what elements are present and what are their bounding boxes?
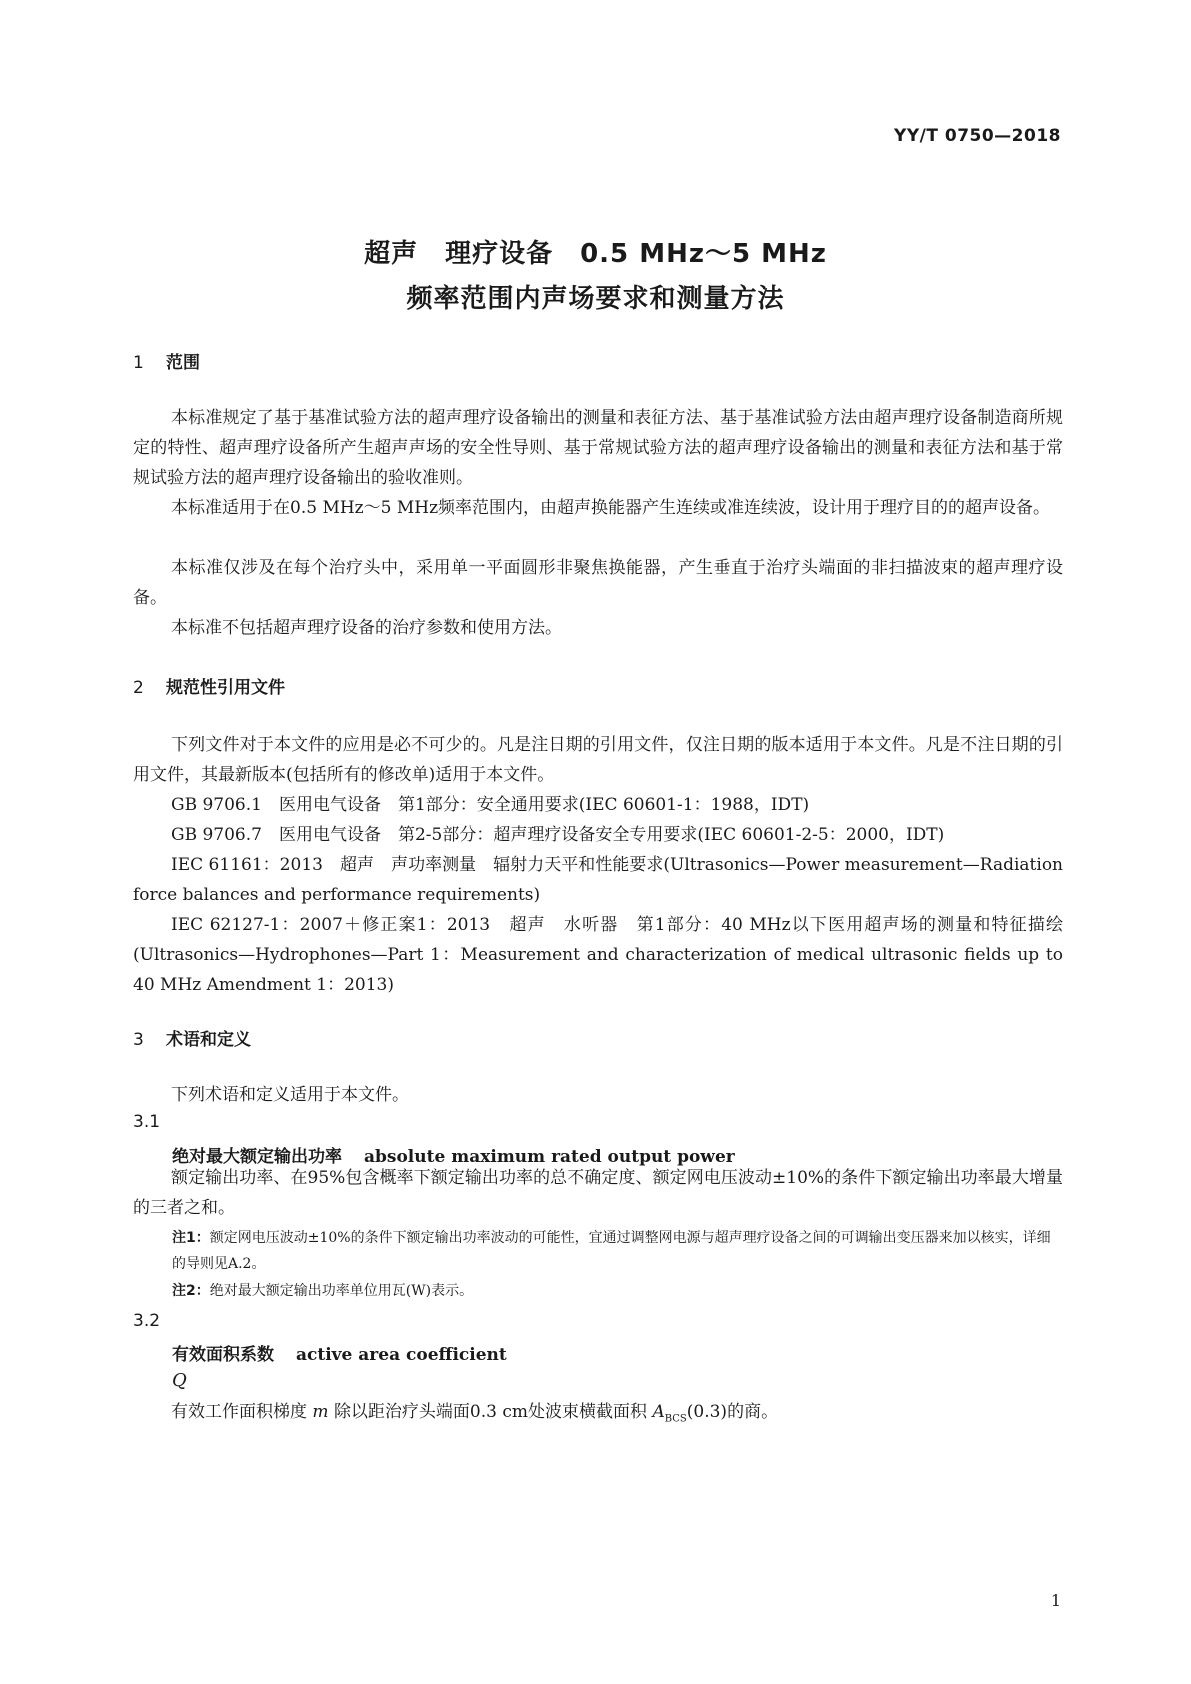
section-heading-terms xyxy=(133,1025,251,1050)
term-english: active area coefficient xyxy=(296,1345,507,1365)
scope-paragraph-2: 本标准适用于在0.5 MHz～5 MHz频率范围内，由超声换能器产生连续或准连续波，设计用于理疗目的的超声设备。 xyxy=(171,498,1051,518)
variable-a: A xyxy=(652,1402,665,1422)
section-heading-normative-references xyxy=(133,673,285,698)
reference-item: GB 9706.1 医用电气设备 第1部分：安全通用要求(IEC 60601-1：1988，IDT) xyxy=(171,795,810,815)
section-title: 规范性引用文件 xyxy=(166,678,285,698)
note-text: 额定网电压波动±10%的条件下额定输出功率波动的可能性，宜通过调整网电源与超声理疗设备之间的可调输出变压器来加以核实，详细的导则见A.2。 xyxy=(172,1230,1051,1272)
terms-intro: 下列术语和定义适用于本文件。 xyxy=(171,1085,409,1105)
scope-paragraph-4: 本标准不包括超声理疗设备的治疗参数和使用方法。 xyxy=(171,618,562,638)
reference-item: GB 9706.7 医用电气设备 第2-5部分：超声理疗设备安全专用要求(IEC 60601-2-5：2000，IDT) xyxy=(171,825,945,845)
document-title-line-2: 频率范围内声场要求和测量方法 xyxy=(406,284,785,314)
scope-paragraph-3: 本标准仅涉及在每个治疗头中，采用单一平面圆形非聚焦换能器，产生垂直于治疗头端面的非扫描波束的超声理疗设备。 xyxy=(133,558,1063,608)
section-heading-scope xyxy=(133,348,200,373)
reference-item: IEC 62127-1：2007＋修正案1：2013 超声 水听器 第1部分：40 MHz以下医用超声场的测量和特征描绘(Ultrasonics—Hydrophones—Part 1：Measurement and characterization of medical ultrasonic fields up to 40 MHz Amendment 1：2013) xyxy=(133,915,1063,995)
term-symbol: Q xyxy=(172,1370,187,1391)
section-title: 术语和定义 xyxy=(166,1030,251,1050)
page-number: 1 xyxy=(1050,1591,1061,1610)
note-label: 注1： xyxy=(172,1230,210,1246)
variable-subscript: BCS xyxy=(664,1413,687,1425)
normative-intro: 下列文件对于本文件的应用是必不可少的。凡是注日期的引用文件，仅注日期的版本适用于本文件。凡是不注日期的引用文件，其最新版本(包括所有的修改单)适用于本文件。 xyxy=(133,735,1063,785)
scope-paragraph-1: 本标准规定了基于基准试验方法的超声理疗设备输出的测量和表征方法、基于基准试验方法由超声理疗设备制造商所规定的特性、超声理疗设备所产生超声声场的安全性导则、基于常规试验方法的超声理疗设备输出的测量和表征方法和基于常规试验方法的超声理疗设备输出的验收准则。 xyxy=(133,408,1063,488)
standard-number: YY/T 0750—2018 xyxy=(894,126,1061,146)
section-title: 范围 xyxy=(166,353,200,373)
term-note-1 xyxy=(172,1225,1062,1277)
section-number: 3 xyxy=(133,1030,144,1050)
variable-m: m xyxy=(312,1402,329,1422)
definition-part: 除以距治疗头端面0.3 cm处波束横截面积 xyxy=(333,1402,648,1422)
note-label: 注2： xyxy=(172,1283,210,1299)
term-definition xyxy=(133,1397,1063,1434)
section-number: 2 xyxy=(133,678,144,698)
term-chinese: 绝对最大额定输出功率 xyxy=(172,1147,342,1167)
note-text: 绝对最大额定输出功率单位用瓦(W)表示。 xyxy=(209,1283,474,1299)
term-note-2 xyxy=(172,1278,1062,1304)
definition-part: (0.3)的商。 xyxy=(686,1402,779,1422)
term-heading xyxy=(172,1340,507,1365)
document-title-line-1: 超声 理疗设备 0.5 MHz～5 MHz xyxy=(364,239,827,269)
term-definition: 额定输出功率、在95%包含概率下额定输出功率的总不确定度、额定网电压波动±10%的条件下额定输出功率最大增量的三者之和。 xyxy=(133,1168,1063,1218)
reference-item: IEC 61161：2013 超声 声功率测量 辐射力天平和性能要求(Ultrasonics—Power measurement—Radiation force balances and performance requirements) xyxy=(133,855,1063,905)
term-chinese: 有效面积系数 xyxy=(172,1345,274,1365)
definition-part: 有效工作面积梯度 xyxy=(171,1402,307,1422)
term-english: absolute maximum rated output power xyxy=(364,1147,735,1167)
term-number: 3.1 xyxy=(133,1112,161,1132)
term-number: 3.2 xyxy=(133,1311,161,1331)
section-number: 1 xyxy=(133,353,144,373)
